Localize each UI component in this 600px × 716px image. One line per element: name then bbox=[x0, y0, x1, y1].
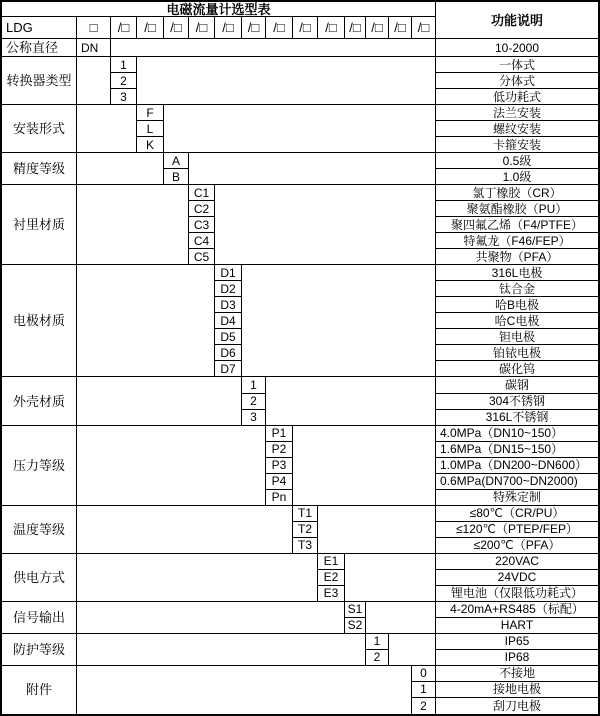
option-code: D7 bbox=[215, 361, 242, 377]
option-code: P2 bbox=[266, 442, 293, 458]
option-desc: 法兰安装 bbox=[436, 105, 598, 121]
option-desc: 碳钢 bbox=[436, 377, 598, 393]
option-code: D6 bbox=[215, 345, 242, 361]
option-desc: 304不锈钢 bbox=[436, 394, 598, 410]
blank-cell bbox=[77, 185, 189, 265]
blank-cell bbox=[77, 602, 345, 634]
model-code-slot: /□ bbox=[412, 17, 436, 39]
blank-cell bbox=[77, 554, 318, 602]
option-code: T2 bbox=[293, 522, 318, 538]
table-title: 电磁流量计选型表 bbox=[2, 2, 436, 17]
blank-cell bbox=[318, 506, 436, 554]
section-label: 精度等级 bbox=[2, 153, 77, 185]
option-desc: 卡箍安装 bbox=[436, 137, 598, 153]
option-desc: 0.5级 bbox=[436, 153, 598, 169]
option-desc: IP65 bbox=[436, 634, 598, 650]
model-code-slot: /□ bbox=[366, 17, 389, 39]
blank-cell bbox=[366, 602, 436, 634]
option-code: T3 bbox=[293, 538, 318, 554]
blank-cell bbox=[293, 426, 436, 506]
option-desc: 4-20mA+RS485（标配） bbox=[436, 602, 598, 618]
option-desc: HART bbox=[436, 618, 598, 634]
option-code: K bbox=[137, 137, 164, 153]
option-desc: 哈C电极 bbox=[436, 313, 598, 329]
option-desc: 刮刀电极 bbox=[492, 698, 541, 713]
option-code: F bbox=[137, 105, 164, 121]
option-desc: 220VAC bbox=[436, 554, 598, 570]
diameter-range-value: 10-2000 bbox=[436, 39, 598, 57]
option-code: E3 bbox=[318, 586, 345, 602]
section-label: 信号输出 bbox=[2, 602, 77, 634]
option-desc: 1.0级 bbox=[436, 169, 598, 185]
blank-cell bbox=[77, 57, 111, 105]
model-code-slot: /□ bbox=[345, 17, 366, 39]
blank-cell bbox=[345, 554, 436, 602]
section-label: 电极材质 bbox=[2, 265, 77, 377]
blank-cell bbox=[77, 634, 366, 666]
model-code-slot: /□ bbox=[389, 17, 412, 39]
diameter-code: DN bbox=[77, 39, 111, 57]
blank-cell bbox=[242, 265, 436, 377]
model-code-slot: /□ bbox=[242, 17, 266, 39]
blank-cell bbox=[266, 377, 436, 425]
blank-cell bbox=[189, 153, 436, 185]
model-code-slot: /□ bbox=[111, 17, 137, 39]
option-code: D5 bbox=[215, 329, 242, 345]
option-code: C5 bbox=[189, 249, 215, 265]
blank-cell bbox=[77, 506, 293, 554]
option-desc: 聚氨酯橡胶（PU） bbox=[436, 201, 598, 217]
option-code: L bbox=[137, 121, 164, 137]
option-desc: ≤120℃（PTEP/FEP） bbox=[436, 522, 598, 538]
option-desc: 氯丁橡胶（CR） bbox=[436, 185, 598, 201]
option-desc: 4.0MPa（DN10~150） bbox=[436, 426, 598, 442]
blank-cell bbox=[77, 153, 164, 185]
option-desc: 不接地 bbox=[436, 666, 598, 682]
section-label: 压力等级 bbox=[2, 426, 77, 506]
option-code: D4 bbox=[215, 313, 242, 329]
blank-cell bbox=[215, 185, 436, 265]
option-desc: 低功耗式 bbox=[436, 89, 598, 105]
option-desc: 共聚物（PFA） bbox=[436, 249, 598, 265]
option-desc: ≤200℃（PFA） bbox=[436, 538, 598, 554]
model-code-slot: /□ bbox=[318, 17, 345, 39]
section-label: 温度等级 bbox=[2, 506, 77, 554]
option-code: 1 bbox=[366, 634, 389, 650]
option-desc: 锂电池（仅限低功耗式） bbox=[436, 586, 598, 602]
section-label: 转换器类型 bbox=[2, 57, 77, 105]
option-code: C3 bbox=[189, 217, 215, 233]
option-desc: 钽电极 bbox=[436, 329, 598, 345]
blank-cell bbox=[77, 666, 412, 714]
option-code: D2 bbox=[215, 281, 242, 297]
option-desc: 螺纹安装 bbox=[436, 121, 598, 137]
section-label: 供电方式 bbox=[2, 554, 77, 602]
option-desc: 聚四氟乙烯（F4/PTFE） bbox=[436, 217, 598, 233]
option-code: P1 bbox=[266, 426, 293, 442]
model-prefix: LDG bbox=[2, 17, 77, 39]
model-code-slot: /□ bbox=[137, 17, 164, 39]
option-code: 2 bbox=[412, 698, 436, 714]
section-label: 安装形式 bbox=[2, 105, 77, 153]
option-code: D1 bbox=[215, 265, 242, 281]
option-desc: 哈B电极 bbox=[436, 297, 598, 313]
model-code-slot: /□ bbox=[189, 17, 215, 39]
option-code: C4 bbox=[189, 233, 215, 249]
option-code: 2 bbox=[366, 650, 389, 666]
blank-cell bbox=[77, 105, 137, 153]
section-label: 防护等级 bbox=[2, 634, 77, 666]
blank-cell bbox=[389, 634, 436, 666]
option-desc: 特氟龙（F46/FEP） bbox=[436, 233, 598, 249]
option-desc: 0.6MPa(DN700~DN2000) bbox=[436, 474, 598, 490]
option-code: P3 bbox=[266, 458, 293, 474]
blank-cell bbox=[137, 57, 436, 105]
row-label-diameter: 公称直径 bbox=[2, 39, 77, 57]
function-header: 功能说明 bbox=[436, 2, 598, 39]
option-code: B bbox=[164, 169, 189, 185]
option-desc: 316L不锈钢 bbox=[436, 410, 598, 426]
option-desc: 铂铱电极 bbox=[436, 345, 598, 361]
option-code: T1 bbox=[293, 506, 318, 522]
option-code: A bbox=[164, 153, 189, 169]
option-code: C2 bbox=[189, 201, 215, 217]
option-code: E1 bbox=[318, 554, 345, 570]
option-code: D3 bbox=[215, 297, 242, 313]
blank-cell bbox=[77, 426, 266, 506]
option-code: S1 bbox=[345, 602, 366, 618]
option-code: 2 bbox=[111, 73, 137, 89]
option-code: 3 bbox=[242, 410, 266, 426]
blank-cell bbox=[111, 39, 436, 57]
blank-cell bbox=[164, 105, 436, 153]
option-code: 2 bbox=[242, 394, 266, 410]
section-label: 外壳材质 bbox=[2, 377, 77, 425]
option-code: 3 bbox=[111, 89, 137, 105]
model-code-slot: /□ bbox=[293, 17, 318, 39]
model-code-box: □ bbox=[77, 17, 111, 39]
model-code-slot: /□ bbox=[215, 17, 242, 39]
option-desc: 钛合金 bbox=[436, 281, 598, 297]
section-label: 附件 bbox=[2, 666, 77, 714]
option-code: S2 bbox=[345, 618, 366, 634]
option-desc: 一体式 bbox=[436, 57, 598, 73]
option-desc: 24VDC bbox=[436, 570, 598, 586]
option-code: 0 bbox=[412, 666, 436, 682]
option-code: 1 bbox=[242, 377, 266, 393]
section-label: 衬里材质 bbox=[2, 185, 77, 265]
option-desc: ≤80℃（CR/PU） bbox=[436, 506, 598, 522]
option-code: E2 bbox=[318, 570, 345, 586]
blank-cell bbox=[77, 377, 242, 425]
option-code: C1 bbox=[189, 185, 215, 201]
option-desc: 316L电极 bbox=[436, 265, 598, 281]
model-code-slot: /□ bbox=[266, 17, 293, 39]
option-desc: 1.0MPa（DN200~DN600） bbox=[436, 458, 598, 474]
option-desc: 碳化钨 bbox=[436, 361, 598, 377]
option-desc: 1.6MPa（DN15~150） bbox=[436, 442, 598, 458]
option-code: P4 bbox=[266, 474, 293, 490]
blank-cell bbox=[77, 265, 215, 377]
option-code: 1 bbox=[412, 682, 436, 698]
option-code: Pn bbox=[266, 490, 293, 506]
option-desc: 特殊定制 bbox=[436, 490, 598, 506]
option-desc: 接地电极 bbox=[436, 682, 598, 698]
option-desc: IP68 bbox=[436, 650, 598, 666]
option-desc: 分体式 bbox=[436, 73, 598, 89]
option-code: 1 bbox=[111, 57, 137, 73]
model-code-slot: /□ bbox=[164, 17, 189, 39]
